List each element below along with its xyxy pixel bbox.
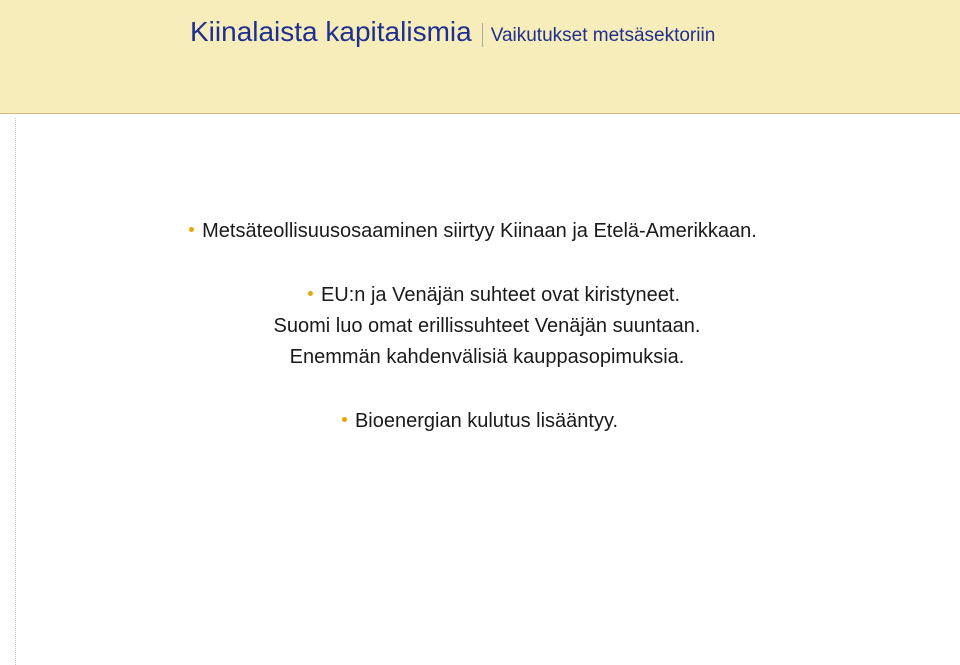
bullet-text: Enemmän kahdenvälisiä kauppasopimuksia. (289, 346, 685, 368)
bullet-text: Bioenergian kulutus lisääntyy. (354, 410, 619, 432)
bullet-line (0, 342, 960, 373)
slide-subtitle: Vaikutukset metsäsektoriin (490, 25, 716, 46)
bullet-item (0, 216, 953, 247)
bullet-dot-icon (308, 291, 313, 296)
bullet-text: EU:n ja Venäjän suhteet ovat kiristyneet. (320, 284, 681, 306)
bullet-line (0, 311, 960, 342)
bullet-dot-icon (189, 227, 194, 232)
bullet-text: Metsäteollisuusosaaminen siirtyy Kiinaan ja Etelä-Amerikkaan. (202, 220, 757, 242)
bullet-item (0, 406, 960, 437)
slide-title: Kiinalaista kapitalismia (190, 16, 472, 47)
bullet-item (14, 280, 960, 373)
bullet-line (14, 280, 960, 311)
bullet-dot-icon (342, 417, 347, 422)
bullet-text: Suomi luo omat erillissuhteet Venäjän suuntaan. (273, 315, 701, 337)
